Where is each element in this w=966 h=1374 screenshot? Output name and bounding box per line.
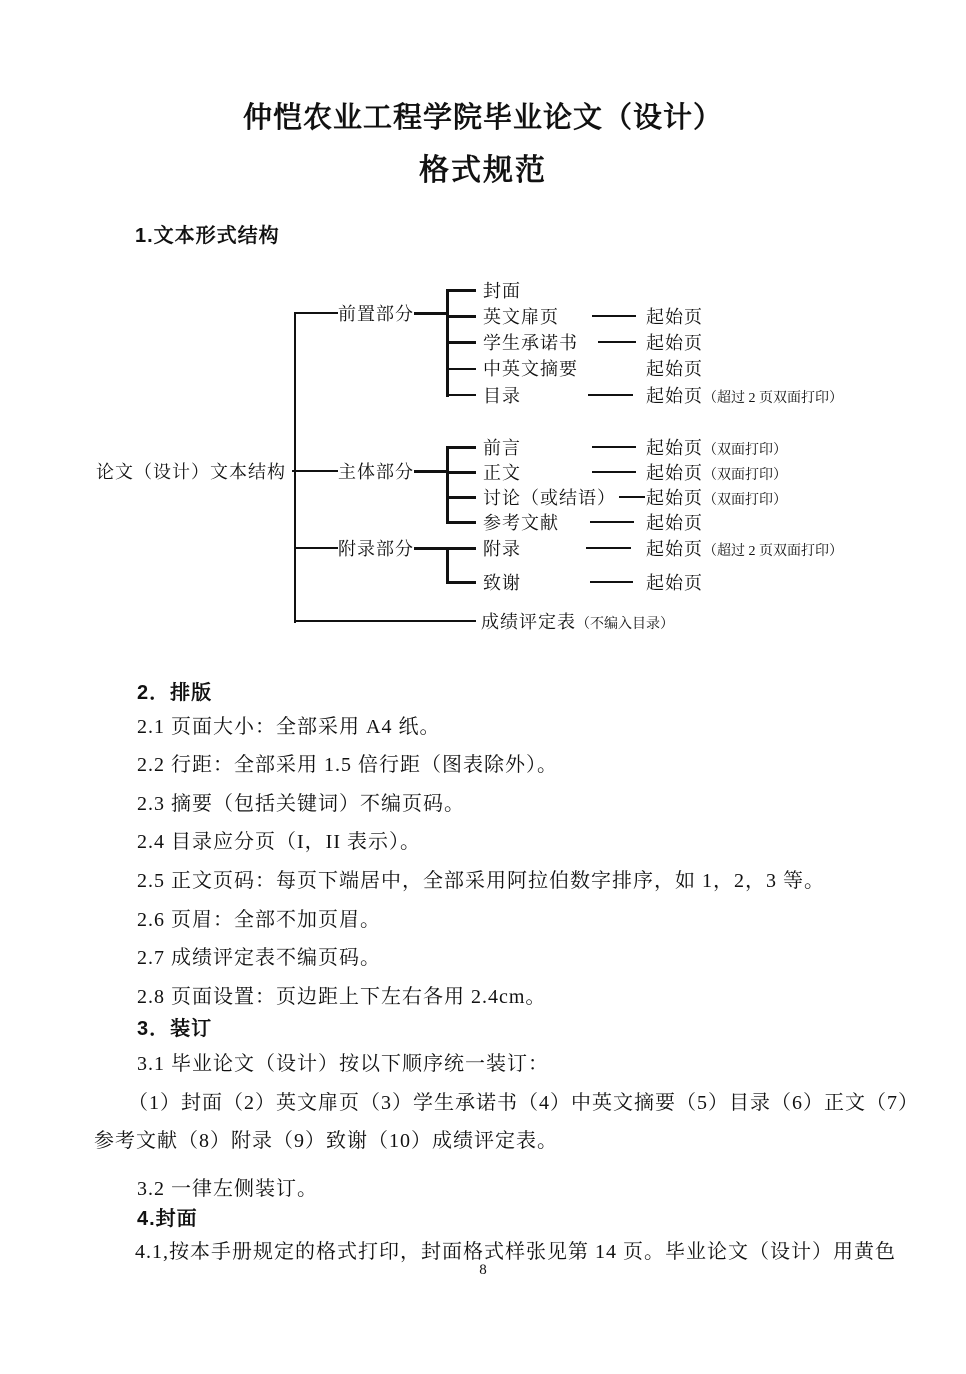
tree-main-vertical-line: [294, 313, 296, 623]
tree-footer-line: [294, 620, 476, 622]
tree-item-page: 起始页（双面打印）: [646, 463, 787, 483]
tree-tick-line: [446, 496, 476, 499]
tree-dash-line: [592, 315, 636, 317]
tree-item-page: 起始页（超过 2 页双面打印）: [646, 539, 843, 559]
tree-dash-line: [598, 341, 636, 343]
rule-2-4: 2.4 目录应分页（I，II 表示）。: [137, 831, 421, 853]
section4-heading: 4.封面: [137, 1208, 198, 1230]
tree-item-page: 起始页: [646, 333, 703, 353]
tree-item-page: 起始页（双面打印）: [646, 438, 787, 458]
tree-root-label: 论文（设计）文本结构: [96, 462, 286, 482]
tree-appendix-left-line: [294, 547, 338, 549]
rule-4-1: 4.1,按本手册规定的格式打印，封面格式样张见第 14 页。毕业论文（设计）用黄色: [135, 1241, 896, 1263]
tree-tick-line: [446, 446, 476, 449]
tree-dash-line: [590, 521, 634, 523]
tree-item-name: 学生承诺书: [483, 333, 578, 353]
tree-item-page: 起始页（双面打印）: [646, 488, 787, 508]
section2-heading: 2．排版: [137, 682, 213, 704]
tree-tick-line: [446, 521, 476, 524]
tree-body-vertical-line: [446, 446, 449, 524]
page-number: 8: [479, 1262, 487, 1278]
tree-item-name: 中英文摘要: [483, 359, 578, 379]
tree-tick-line: [446, 315, 476, 318]
rule-3-1: 3.1 毕业论文（设计）按以下顺序统一装订：: [137, 1053, 549, 1075]
tree-front-right-line: [414, 312, 448, 315]
rule-3-2: 3.2 一律左侧装订。: [137, 1178, 318, 1200]
rule-2-2: 2.2 行距：全部采用 1.5 倍行距（图表除外）。: [137, 754, 558, 776]
tree-branch-label-front: 前置部分: [338, 304, 414, 324]
tree-dash-line: [592, 446, 636, 448]
tree-dash-line: [586, 547, 631, 549]
tree-tick-line: [446, 581, 476, 584]
tree-branch-label-appendix: 附录部分: [338, 539, 414, 559]
section3-heading: 3．装订: [137, 1018, 213, 1040]
tree-item-name: 封面: [483, 281, 521, 301]
doc-subtitle: 格式规范: [419, 154, 547, 187]
tree-item-name: 目录: [483, 386, 521, 406]
tree-tick-line: [446, 289, 476, 292]
rule-2-8: 2.8 页面设置：页边距上下左右各用 2.4cm。: [137, 986, 547, 1008]
binding-order-line2: 参考文献（8）附录（9）致谢（10）成绩评定表。: [94, 1130, 558, 1152]
tree-item-page: 起始页: [646, 573, 703, 593]
tree-front-left-line: [294, 312, 338, 314]
tree-tick-line: [446, 547, 476, 550]
rule-2-5: 2.5 正文页码：每页下端居中，全部采用阿拉伯数字排序，如 1，2，3 等。: [137, 870, 825, 892]
binding-order-line1: （1）封面（2）英文扉页（3）学生承诺书（4）中英文摘要（5）目录（6）正文（7）: [128, 1092, 919, 1114]
tree-tick-line: [446, 471, 476, 474]
rule-2-7: 2.7 成绩评定表不编页码。: [137, 947, 381, 969]
rule-2-6: 2.6 页眉：全部不加页眉。: [137, 909, 381, 931]
tree-tick-line: [446, 341, 476, 344]
tree-item-name: 参考文献: [483, 513, 559, 533]
tree-item-name: 前言: [483, 438, 521, 458]
tree-footer-item: 成绩评定表（不编入目录）: [481, 612, 674, 632]
tree-dash-line: [590, 581, 633, 583]
tree-item-name: 附录: [483, 539, 521, 559]
section1-heading: 1.文本形式结构: [135, 225, 280, 247]
tree-item-page: 起始页: [646, 513, 703, 533]
tree-tick-line: [446, 394, 476, 396]
tree-dash-line: [619, 496, 645, 498]
tree-item-page: 起始页（超过 2 页双面打印）: [646, 386, 843, 406]
tree-item-name: 英文扉页: [483, 307, 559, 327]
tree-item-page: 起始页: [646, 359, 703, 379]
tree-dash-line: [588, 394, 633, 396]
tree-branch-label-body: 主体部分: [338, 462, 414, 482]
tree-appendix-right-line: [414, 547, 448, 550]
tree-item-name: 致谢: [483, 573, 521, 593]
tree-item-name: 讨论（或结语）: [483, 488, 616, 508]
tree-root-connector-line: [292, 470, 338, 472]
doc-title: 仲恺农业工程学院毕业论文（设计）: [242, 102, 723, 134]
tree-item-name: 正文: [483, 463, 521, 483]
rule-2-1: 2.1 页面大小：全部采用 A4 纸。: [137, 716, 441, 738]
tree-item-page: 起始页: [646, 307, 703, 327]
tree-tick-line: [446, 368, 476, 370]
tree-body-right-line: [414, 470, 448, 473]
rule-2-3: 2.3 摘要（包括关键词）不编页码。: [137, 793, 465, 815]
tree-appendix-vertical-line: [446, 547, 449, 584]
tree-dash-line: [592, 471, 636, 473]
